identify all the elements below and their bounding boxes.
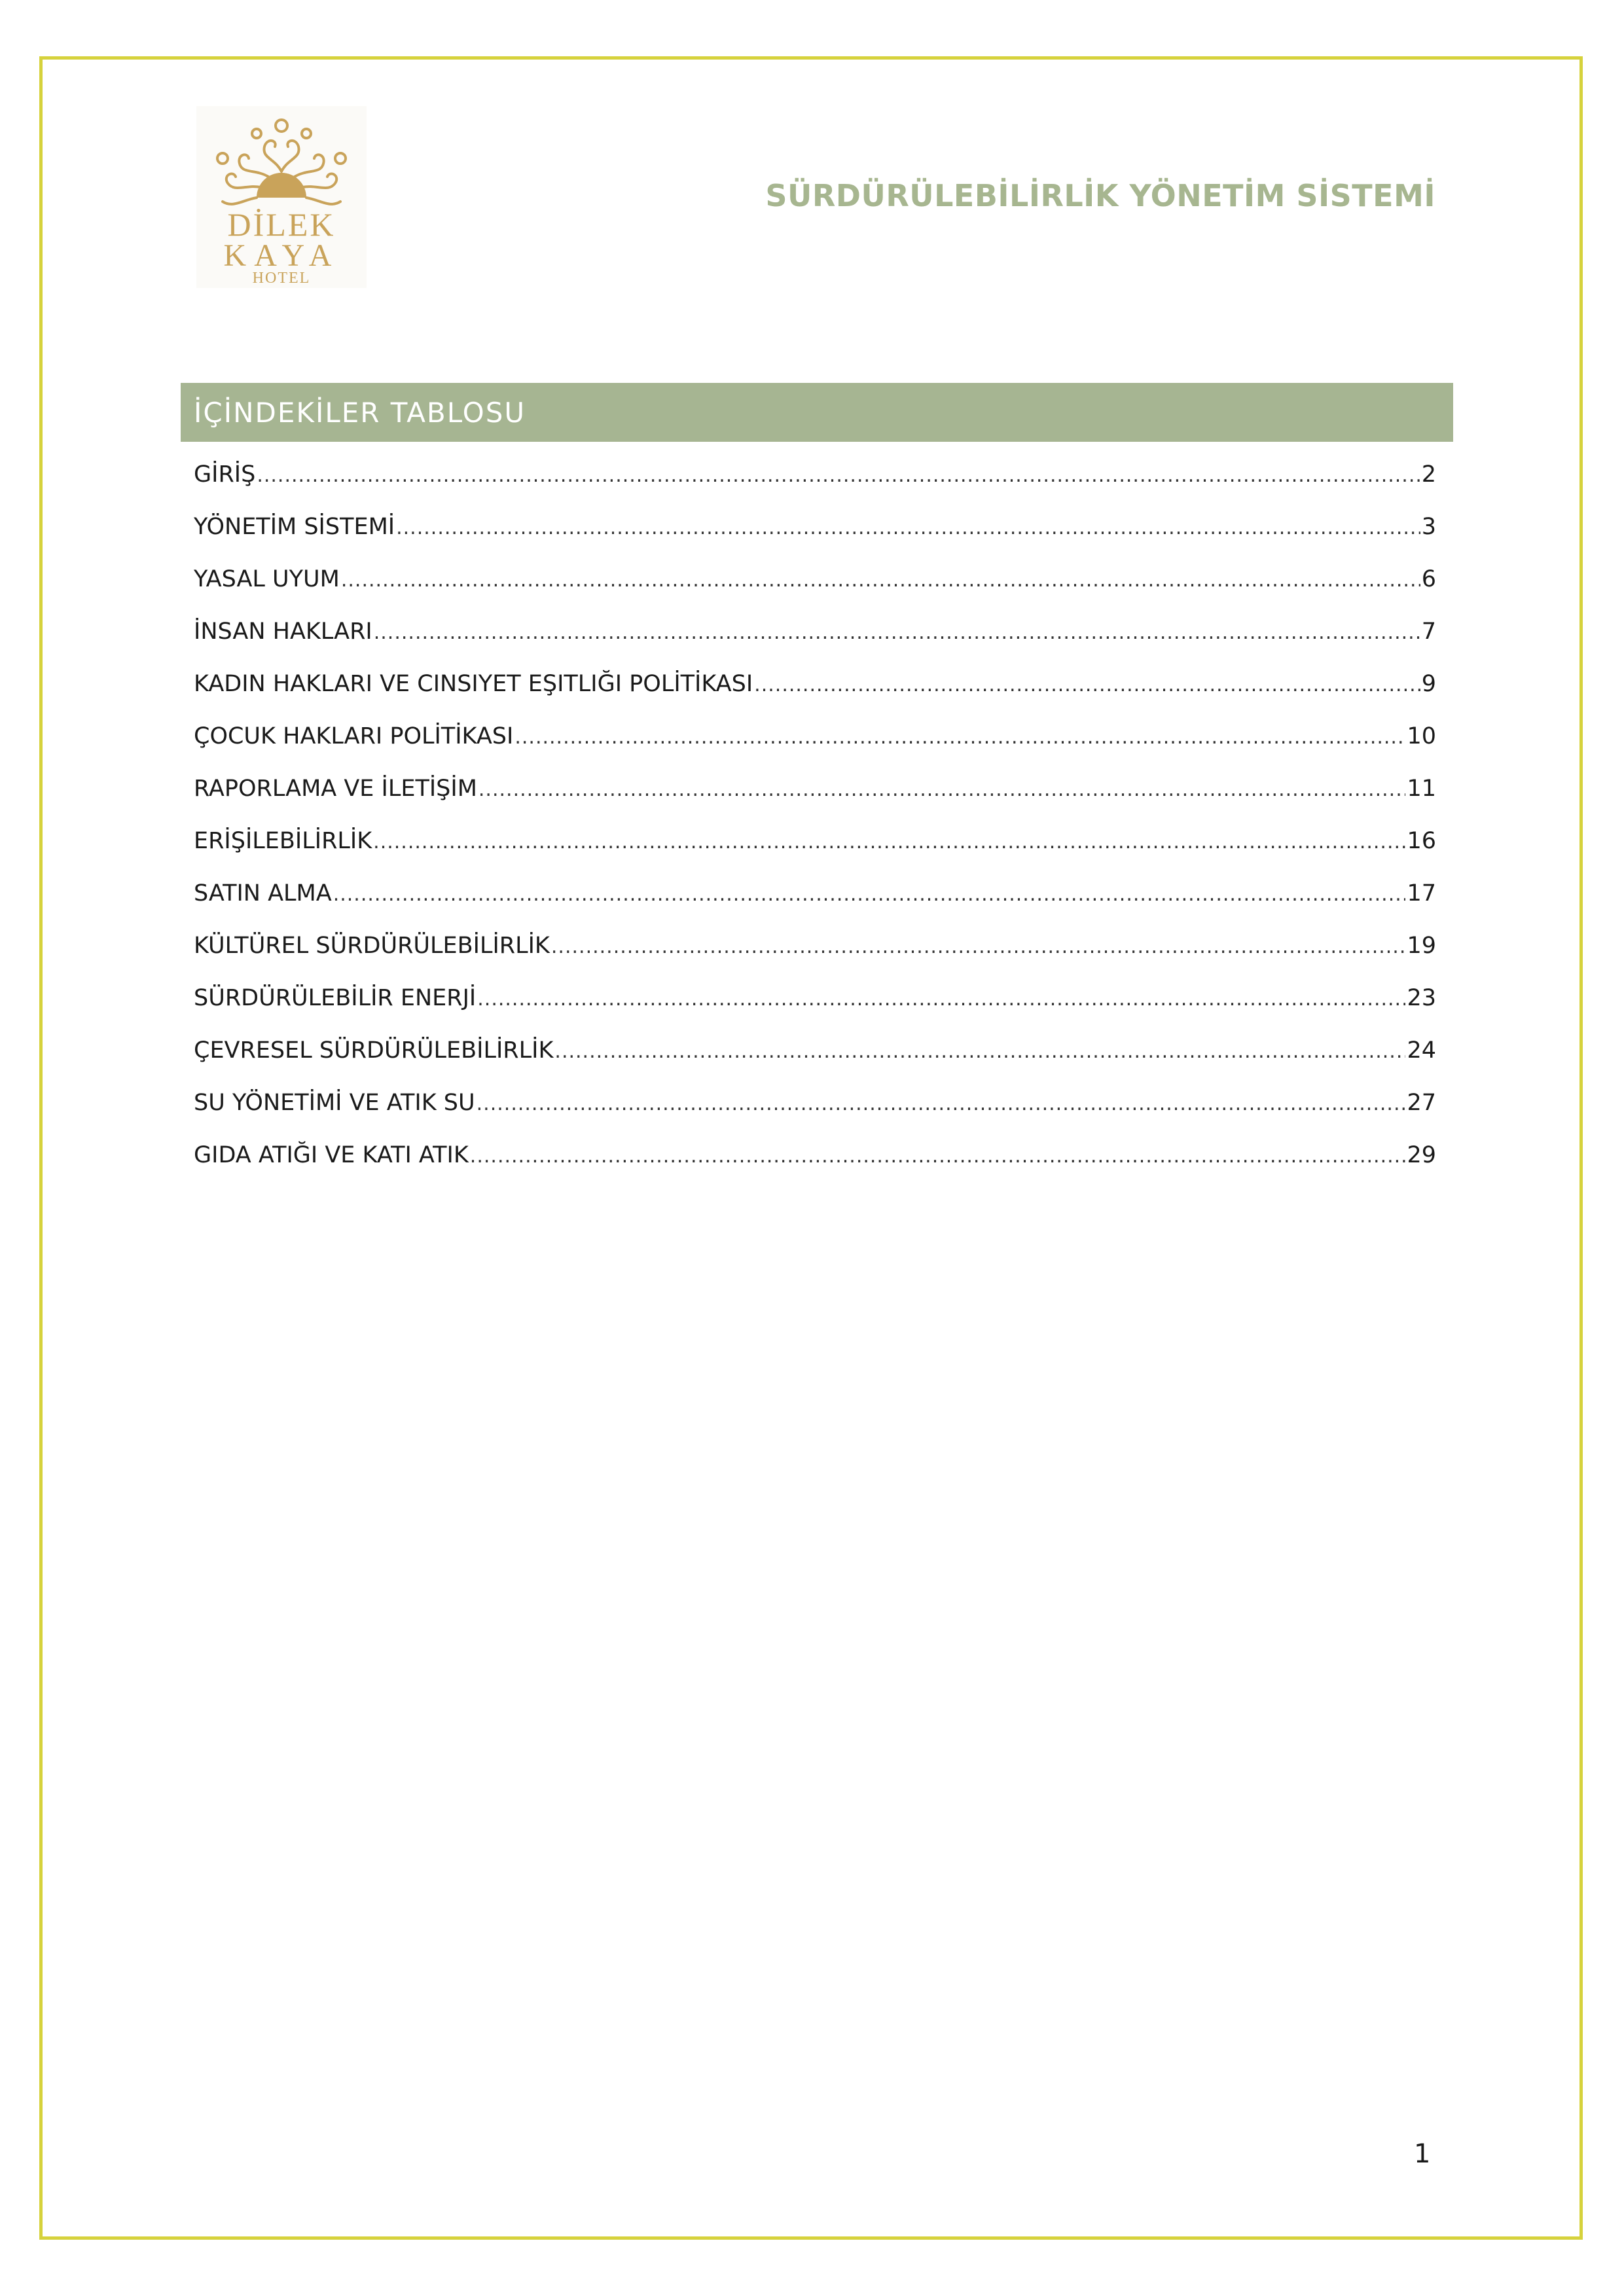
- toc-heading: İÇİNDEKİLER TABLOSU: [194, 396, 526, 429]
- toc-entry[interactable]: [194, 975, 1436, 1028]
- toc-entry-page: 2: [1421, 461, 1436, 488]
- toc-dot-leader: [554, 1029, 1405, 1075]
- toc-entry-page: 16: [1407, 828, 1436, 854]
- toc-entry[interactable]: [194, 1132, 1436, 1185]
- table-of-contents: [194, 452, 1436, 1185]
- toc-entry-page: 19: [1407, 933, 1436, 959]
- logo-line3: HOTEL: [252, 270, 311, 287]
- toc-dot-leader: [373, 819, 1405, 865]
- sun-swirl-logo-icon: [196, 106, 367, 288]
- toc-entry-page: 29: [1407, 1142, 1436, 1168]
- toc-entry[interactable]: [194, 452, 1436, 504]
- toc-entry-title: RAPORLAMA VE İLETİŞİM: [194, 776, 477, 802]
- toc-entry-title: SÜRDÜRÜLEBİLİR ENERJİ: [194, 985, 477, 1011]
- toc-entry-title: YÖNETİM SİSTEMİ: [194, 514, 395, 540]
- toc-dot-leader: [341, 558, 1420, 603]
- toc-entry-title: SU YÖNETİMİ VE ATIK SU: [194, 1090, 475, 1116]
- toc-dot-leader: [333, 872, 1406, 918]
- toc-dot-leader: [514, 715, 1405, 761]
- toc-entry-page: 7: [1421, 619, 1436, 645]
- toc-entry-title: KÜLTÜREL SÜRDÜRÜLEBİLİRLİK: [194, 933, 550, 959]
- toc-dot-leader: [754, 662, 1420, 708]
- toc-dot-leader: [396, 505, 1420, 551]
- toc-entry[interactable]: [194, 766, 1436, 818]
- toc-dot-leader: [551, 924, 1406, 970]
- toc-entry-page: 10: [1407, 723, 1436, 749]
- toc-entry-page: 23: [1407, 985, 1436, 1011]
- toc-dot-leader: [477, 977, 1405, 1022]
- toc-entry-title: YASAL UYUM: [194, 566, 340, 592]
- toc-dot-leader: [478, 767, 1406, 813]
- toc-dot-leader: [477, 1081, 1406, 1127]
- toc-entry[interactable]: [194, 818, 1436, 870]
- toc-entry[interactable]: [194, 923, 1436, 975]
- toc-entry-page: 17: [1407, 880, 1436, 906]
- toc-entry[interactable]: [194, 1028, 1436, 1080]
- logo-line1: DİLEK: [227, 206, 336, 243]
- toc-entry[interactable]: [194, 609, 1436, 661]
- toc-entry-page: 27: [1407, 1090, 1436, 1116]
- document-title: SÜRDÜRÜLEBİLİRLİK YÖNETİM SİSTEMİ: [765, 178, 1435, 213]
- toc-entry-page: 3: [1421, 514, 1436, 540]
- toc-entry[interactable]: [194, 713, 1436, 766]
- toc-dot-leader: [470, 1134, 1406, 1179]
- toc-entry[interactable]: [194, 870, 1436, 923]
- toc-entry[interactable]: [194, 556, 1436, 609]
- toc-entry[interactable]: [194, 1080, 1436, 1132]
- toc-entry-title: ÇOCUK HAKLARI POLİTİKASI: [194, 723, 514, 749]
- toc-entry[interactable]: [194, 661, 1436, 713]
- toc-entry-title: ERİŞİLEBİLİRLİK: [194, 828, 372, 854]
- logo-line2: KAYA: [223, 238, 340, 273]
- toc-dot-leader: [257, 453, 1420, 499]
- toc-entry-title: KADIN HAKLARI VE CINSIYET EŞITLIĞI POLİTİKASI: [194, 671, 753, 697]
- toc-entry-title: İNSAN HAKLARI: [194, 619, 372, 645]
- toc-heading-bar: [181, 383, 1453, 442]
- page-number: 1: [1414, 2139, 1431, 2169]
- toc-entry-page: 6: [1421, 566, 1436, 592]
- toc-entry-title: GIDA ATIĞI VE KATI ATIK: [194, 1142, 469, 1168]
- toc-entry-page: 9: [1421, 671, 1436, 697]
- toc-entry-title: GİRİŞ: [194, 461, 256, 488]
- toc-entry-title: SATIN ALMA: [194, 880, 332, 906]
- hotel-logo: [196, 106, 367, 288]
- toc-entry[interactable]: [194, 504, 1436, 556]
- toc-entry-page: 11: [1407, 776, 1436, 802]
- toc-entry-page: 24: [1407, 1037, 1436, 1064]
- toc-entry-title: ÇEVRESEL SÜRDÜRÜLEBİLİRLİK: [194, 1037, 554, 1064]
- toc-dot-leader: [374, 610, 1420, 656]
